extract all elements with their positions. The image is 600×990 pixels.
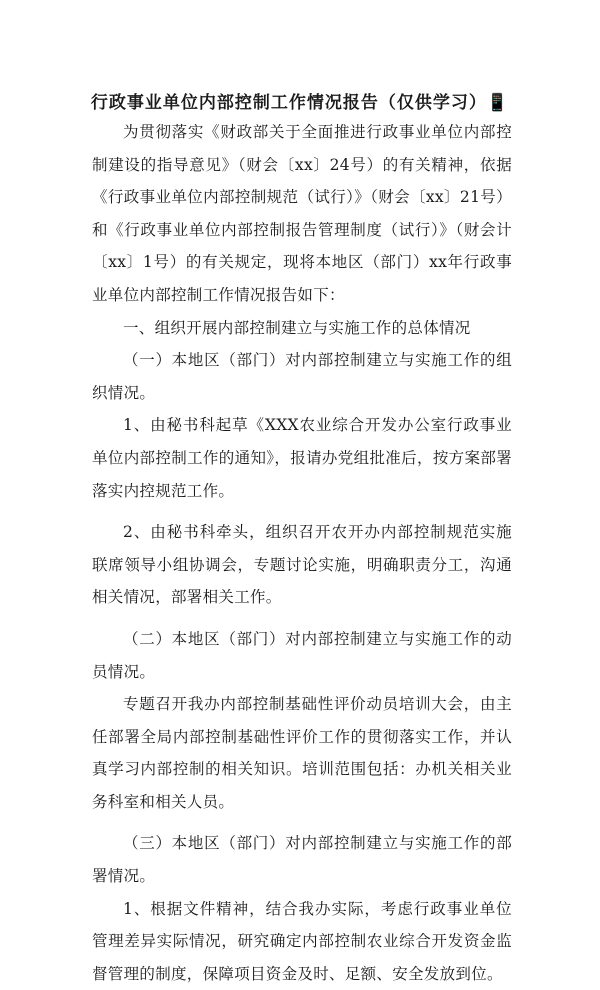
document-body — [92, 116, 512, 990]
intro-paragraph: 为贯彻落实《财政部关于全面推进行政事业单位内部控制建设的指导意见》（财会〔xx〕24号）的有关精神，依据《行政事业单位内部控制规范（试行）》（财会〔xx〕21号）和《行政事业单位内部控制报告管理制度（试行）》（财会计〔xx〕1号）的有关规定，现将本地区（部门）xx年行政事业单位内部控制工作情况报告如下： — [92, 123, 512, 304]
document-title: 行政事业单位内部控制工作情况报告（仅供学习）📱 — [90, 93, 510, 113]
mobilization-paragraph: 专题召开我办内部控制基础性评价动员培训大会，由主任部署全局内部控制基础性评价工作的贯彻落实工作，并认真学习内部控制的相关知识。培训范围包括：办机关相关业务科室和相关人员。 — [92, 695, 512, 811]
item-paragraph-1: 1、由秘书科起草《XXX农业综合开发办公室行政事业单位内部控制工作的通知》，报请办党组批准后，按方案部署落实内控规范工作。 — [92, 416, 512, 500]
deployment-paragraph: 1、根据文件精神，结合我办实际，考虑行政事业单位管理差异实际情况，研究确定内部控制农业综合开发资金监督管理的制度，保障项目资金及时、足额、安全发放到位。 — [92, 899, 512, 983]
subsection-heading-3: （三）本地区（部门）对内部控制建立与实施工作的部署情况。 — [92, 834, 512, 886]
item-paragraph-2: 2、由秘书科牵头，组织召开农开办内部控制规范实施联席领导小组协调会，专题讨论实施，明确职责分工，沟通相关情况，部署相关工作。 — [92, 523, 512, 607]
subsection-heading-1: （一）本地区（部门）对内部控制建立与实施工作的组织情况。 — [92, 351, 512, 402]
section-heading-1: 一、组织开展内部控制建立与实施工作的总体情况 — [123, 318, 471, 337]
subsection-heading-2: （二）本地区（部门）对内部控制建立与实施工作的动员情况。 — [92, 629, 512, 681]
